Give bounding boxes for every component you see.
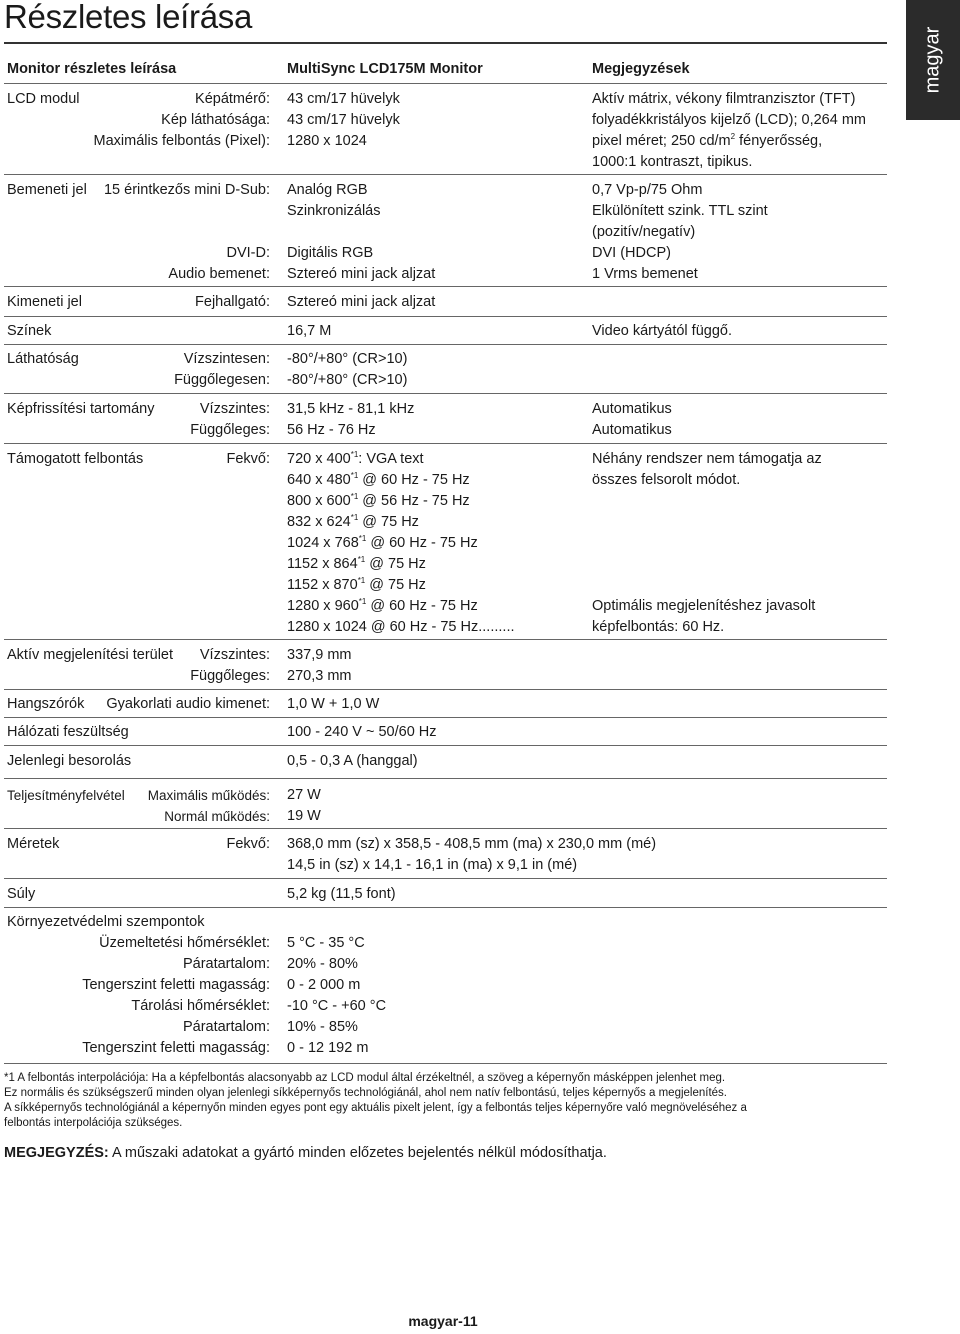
resolution-item: 640 x 480$^{*1}$ @ 60 Hz - 75 Hz [287, 471, 470, 488]
spec-label: Gyakorlati audio kimenet: [106, 696, 270, 712]
spec-value: 100 - 240 V ~ 50/60 Hz [287, 724, 437, 740]
divider [4, 639, 887, 640]
spec-label: Fekvő: [226, 451, 270, 467]
spec-label: Páratartalom: [182, 1019, 270, 1035]
spec-label: Fejhallgató: [195, 294, 270, 310]
spec-note: 1000:1 kontraszt, tipikus. [592, 154, 753, 170]
spec-value: 14,5 in (sz) x 14,1 - 16,1 in (ma) x 9,1 in (mé) [287, 857, 578, 873]
spec-label: Üzemeltetési hőmérséklet: [99, 935, 270, 951]
group-label: Aktív megjelenítési terület [7, 647, 174, 663]
spec-value: Digitális RGB [287, 245, 374, 261]
spec-value: 368,0 mm (sz) x 358,5 - 408,5 mm (ma) x 230,0 mm (mé) [287, 836, 657, 852]
language-tab-label: magyar [921, 26, 944, 94]
header-spec-column: Monitor részletes leírása [7, 61, 177, 77]
spec-value: 5,2 kg (11,5 font) [287, 886, 396, 902]
divider [4, 878, 887, 879]
footnote: Ez normális és szükségszerű minden olyan jelenlegi síkképernyős technológiánál, ahol nem natív felbontású, teljes képernyős a megjelenítés. [4, 1087, 727, 1099]
resolution-item: 1280 x 1024 @ 60 Hz - 75 Hz......... [287, 619, 515, 635]
spec-value: Analóg RGB [287, 182, 368, 198]
spec-value: 43 cm/17 hüvelyk [287, 112, 400, 128]
spec-value: 20% - 80% [287, 956, 358, 972]
note-text: A műszaki adatokat a gyártó minden előzetes bejelentés nélkül módosíthatja. [108, 1145, 607, 1161]
footnote: *1 A felbontás interpolációja: Ha a képfelbontás alacsonyabb az LCD modul által érzékeltnél, a szöveg a képernyőn másképpen jelenhet meg. [4, 1072, 726, 1084]
spec-label: Páratartalom: [182, 956, 270, 972]
spec-label: Függőlegesen: [174, 372, 270, 388]
spec-value: -80°/+80° (CR>10) [287, 372, 408, 388]
spec-value: 0,5 - 0,3 A (hanggal) [287, 753, 418, 769]
divider [4, 443, 887, 444]
spec-label: Vízszintesen: [183, 351, 270, 367]
spec-value: -10 °C - +60 °C [287, 998, 387, 1014]
divider [4, 286, 887, 287]
divider [4, 316, 887, 317]
spec-note: Automatikus [592, 422, 672, 438]
spec-value: 1280 x 1024 [287, 133, 367, 149]
divider [4, 717, 887, 718]
group-label: Hangszórók [7, 696, 85, 712]
spec-value: 1,0 W + 1,0 W [287, 696, 380, 712]
group-label: Támogatott felbontás [7, 451, 144, 467]
resolution-item: 1152 x 870$^{*1}$ @ 75 Hz [287, 576, 426, 593]
spec-label: Tengerszint feletti magasság: [82, 977, 270, 993]
resolution-item: 1024 x 768$^{*1}$ @ 60 Hz - 75 Hz [287, 534, 478, 551]
resolution-item: 1280 x 960$^{*1}$ @ 60 Hz - 75 Hz [287, 597, 478, 614]
spec-note: (pozitív/negatív) [592, 224, 696, 240]
spec-label: Maximális felbontás (Pixel): [93, 133, 270, 149]
divider [4, 174, 887, 175]
spec-note: Optimális megjelenítéshez javasolt [592, 598, 816, 614]
footnote: felbontás interpolációja szükséges. [4, 1117, 183, 1129]
spec-value: 16,7 M [287, 323, 332, 339]
group-label: Súly [7, 886, 36, 902]
spec-note: összes felsorolt módot. [592, 472, 741, 488]
divider [4, 42, 887, 44]
spec-note: képfelbontás: 60 Hz. [592, 619, 725, 635]
resolution-item: 720 x 400$^{*1}$: VGA text [287, 450, 424, 467]
spec-note: Elkülönített szink. TTL szint [592, 203, 768, 219]
spec-note: 1 Vrms bemenet [592, 266, 698, 282]
spec-label: Függőleges: [190, 422, 270, 438]
header-model-column: MultiSync LCD175M Monitor [287, 61, 483, 77]
spec-value: 5 °C - 35 °C [287, 935, 365, 951]
spec-label: Fekvő: [226, 836, 270, 852]
spec-value: 270,3 mm [287, 668, 352, 684]
group-label: Láthatóság [7, 351, 79, 367]
spec-value: Szinkronizálás [287, 203, 381, 219]
spec-note: Néhány rendszer nem támogatja az [592, 451, 822, 467]
spec-value: 19 W [287, 808, 321, 824]
spec-value: Sztereó mini jack aljzat [287, 294, 436, 310]
spec-value: 56 Hz - 76 Hz [287, 422, 376, 438]
footnote: A síkképernyős technológiánál a képernyőn minden egyes pont egy aktuális pixelt jelent, így a felbontás teljes képernyőre való megnöveléséhez a [4, 1102, 747, 1114]
spec-label: 15 érintkezős mini D-Sub: [103, 182, 270, 198]
spec-value: Sztereó mini jack aljzat [287, 266, 436, 282]
spec-note: folyadékkristályos kijelző (LCD); 0,264 mm [592, 112, 866, 128]
group-label: Bemeneti jel [7, 182, 87, 198]
spec-note: Aktív mátrix, vékony filmtranzisztor (TFT) [592, 91, 856, 107]
language-tab [906, 0, 960, 120]
group-label: Színek [7, 323, 52, 339]
spec-value: 0 - 2 000 m [287, 977, 361, 993]
divider [4, 745, 887, 746]
spec-note: Automatikus [592, 401, 672, 417]
group-label: Méretek [7, 836, 60, 852]
divider [4, 689, 887, 690]
divider [4, 344, 887, 345]
spec-label: Vízszintes: [199, 401, 270, 417]
header-notes-column: Megjegyzések [592, 61, 690, 77]
resolution-item: 1152 x 864$^{*1}$ @ 75 Hz [287, 555, 426, 572]
spec-label: Vízszintes: [199, 647, 270, 663]
group-label: Képfrissítési tartomány [7, 401, 155, 417]
divider [4, 83, 887, 84]
spec-note: pixel méret; 250 $cd/m^2$ fényerősség, [592, 132, 823, 149]
page-number: magyar-11 [408, 1313, 478, 1329]
spec-value: 43 cm/17 hüvelyk [287, 91, 400, 107]
resolution-item: 832 x 624$^{*1}$ @ 75 Hz [287, 513, 419, 530]
resolution-item: 800 x 600$^{*1}$ @ 56 Hz - 75 Hz [287, 492, 470, 509]
spec-value: -80°/+80° (CR>10) [287, 351, 408, 367]
spec-note: DVI (HDCP) [592, 245, 671, 261]
page-title: Részletes leírása [4, 0, 253, 35]
note-label: MEGJEGYZÉS: [4, 1145, 109, 1161]
spec-label: DVI-D: [226, 245, 270, 261]
spec-label: Maximális működés: [147, 788, 270, 803]
spec-label: Normál működés: [164, 809, 270, 824]
group-label: Környezetvédelmi szempontok [7, 914, 205, 930]
spec-label: Audio bemenet: [168, 266, 270, 282]
spec-note: Video kártyától függő. [592, 323, 732, 339]
group-label: Hálózati feszültség [7, 724, 129, 740]
spec-label: Tárolási hőmérséklet: [131, 998, 270, 1014]
divider [4, 393, 887, 394]
group-label: Teljesítményfelvétel [7, 788, 125, 803]
group-label: LCD modul [7, 91, 80, 107]
divider [4, 778, 887, 779]
spec-value: 27 W [287, 787, 321, 803]
spec-value: 10% - 85% [287, 1019, 358, 1035]
divider [4, 828, 887, 829]
spec-label: Kép láthatósága: [161, 112, 270, 128]
spec-value: 0 - 12 192 m [287, 1040, 369, 1056]
spec-label: Függőleges: [190, 668, 270, 684]
spec-value: 31,5 kHz - 81,1 kHz [287, 401, 415, 417]
group-label: Kimeneti jel [7, 294, 82, 310]
spec-label: Képátmérő: [195, 91, 270, 107]
group-label: Jelenlegi besorolás [7, 753, 132, 769]
spec-note: 0,7 Vp-p/75 Ohm [592, 182, 703, 198]
spec-value: 337,9 mm [287, 647, 352, 663]
spec-label: Tengerszint feletti magasság: [82, 1040, 270, 1056]
disclaimer-note [4, 1145, 607, 1161]
divider [4, 907, 887, 908]
divider [4, 1063, 887, 1064]
